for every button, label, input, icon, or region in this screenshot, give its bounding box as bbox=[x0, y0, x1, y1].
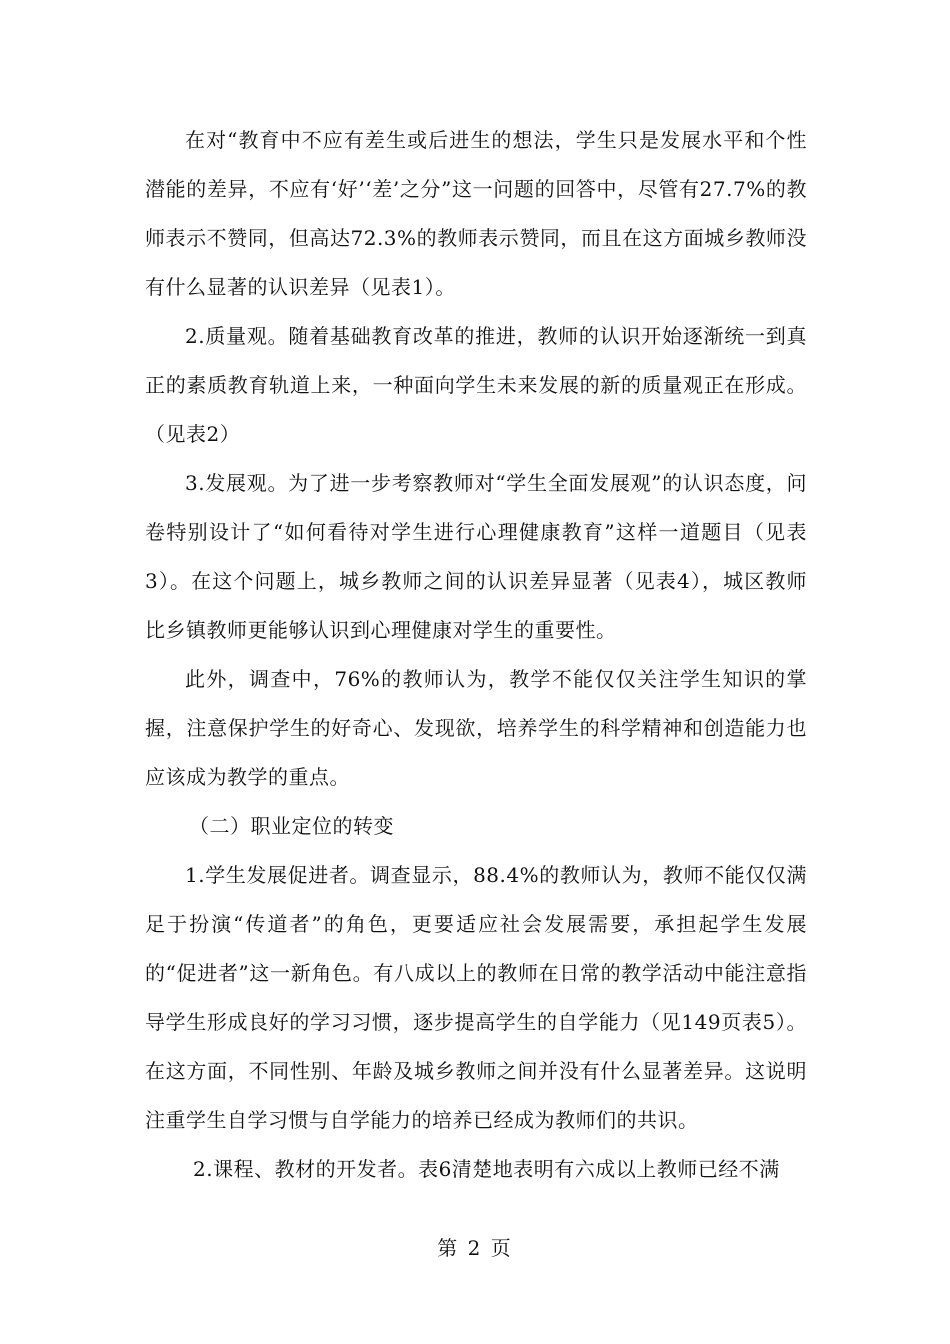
paragraph-quality-view: 2.质量观。随着基础教育改革的推进，教师的认识开始逐渐统一到真正的素质教育轨道上来，一种面向学生未来发展的新的质量观正在形成。（见表2） bbox=[145, 324, 807, 446]
page-number: 第 2 页 bbox=[437, 1236, 513, 1260]
paragraph-view-on-students: 在对“教育中不应有差生或后进生的想法，学生只是发展水平和个性潜能的差异，不应有‘好’‘差’之分”这一问题的回答中，尽管有27.7%的教师表示不赞同，但高达72.3%的教师表示赞同，而且在这方面城乡教师没有什么显著的认识差异（见表1）。 bbox=[145, 128, 807, 299]
paragraph-curriculum-developer: 2.课程、教材的开发者。表6清楚地表明有六成以上教师已经不满 bbox=[193, 1157, 780, 1181]
paragraph-development-view: 3.发展观。为了进一步考察教师对“学生全面发展观”的认识态度，问卷特别设计了“如何看待对学生进行心理健康教育”这样一道题目（见表3）。在这个问题上，城乡教师之间的认识差异显著（见表4），城区教师比乡镇教师更能够认识到心理健康对学生的重要性。 bbox=[145, 471, 807, 642]
section-heading-career-positioning: （二）职业定位的转变 bbox=[189, 814, 394, 838]
paragraph-student-development-promoter: 1.学生发展促进者。调查显示，88.4%的教师认为，教师不能仅仅满足于扮演“传道者”的角色，更要适应社会发展需要，承担起学生发展的“促进者”这一新角色。有八成以上的教师在日常的教学活动中能注意指导学生形成良好的学习习惯，逐步提高学生的自学能力（见149页表5）。在这方面，不同性别、年龄及城乡教师之间并没有什么显著差异。这说明注重学生自学习惯与自学能力的培养已经成为教师们的共识。 bbox=[145, 863, 807, 1132]
document-body bbox=[145, 116, 807, 1194]
paragraph-additional-findings: 此外，调查中，76%的教师认为，教学不能仅仅关注学生知识的掌握，注意保护学生的好奇心、发现欲，培养学生的科学精神和创造能力也应该成为教学的重点。 bbox=[145, 667, 807, 789]
